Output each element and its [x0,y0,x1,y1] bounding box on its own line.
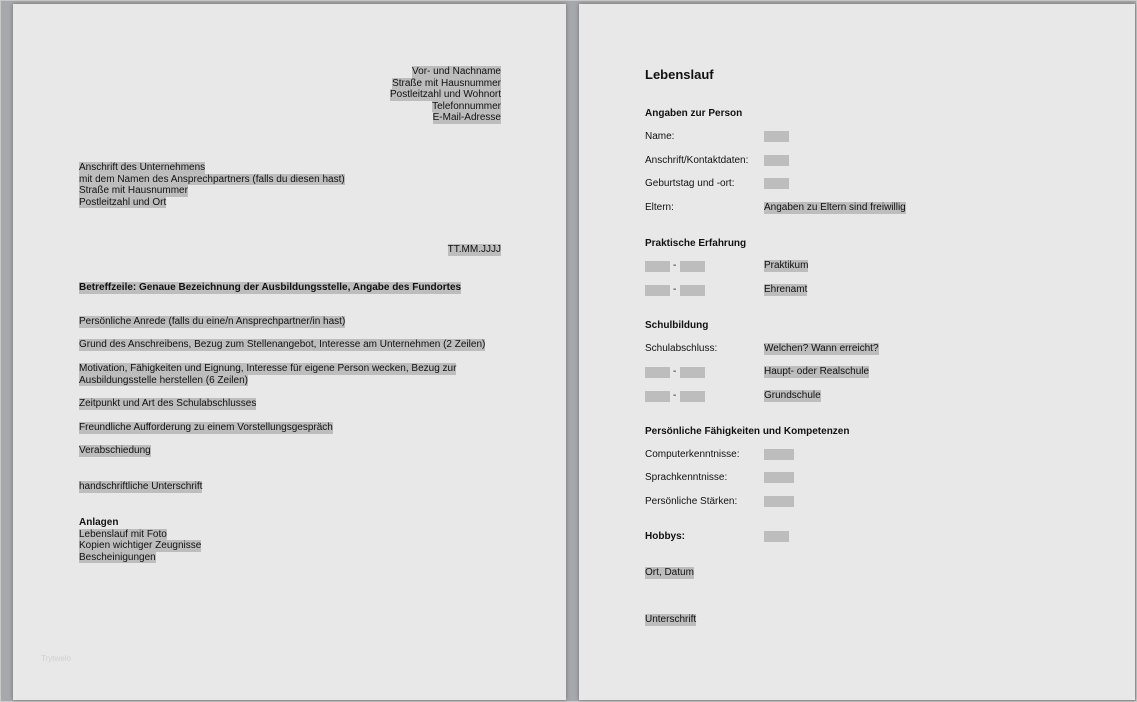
strengths-field[interactable] [764,496,794,507]
sender-block [390,66,501,124]
sender-street: Straße mit Hausnummer [392,77,501,89]
address-field[interactable] [764,155,789,166]
school-item-text: Grundschule [764,390,821,401]
parents-label: Eltern: [645,202,674,213]
intro-paragraph [79,339,485,351]
sender-phone: Telefonnummer [432,100,501,112]
school-to-field[interactable] [680,367,705,378]
attachment-item: Lebenslauf mit Foto [79,528,167,540]
birth-field[interactable] [764,178,789,189]
experience-heading: Praktische Erfahrung [645,238,747,249]
parents-value-text: Angaben zu Eltern sind freiwillig [764,202,906,213]
skills-heading: Persönliche Fähigkeiten und Kompetenzen [645,426,850,437]
experience-from-field[interactable] [645,261,670,272]
address-label: Anschrift/Kontaktdaten: [645,155,749,166]
watermark-text: Trytwelo [41,654,71,663]
recipient-company: Anschrift des Unternehmens [79,162,206,173]
closing [79,445,151,457]
date-dash: - [673,366,677,377]
school-from-field[interactable] [645,391,670,402]
motivation-paragraph [79,363,456,386]
school-item [764,390,821,402]
experience-item-text: Ehrenamt [764,284,808,295]
computer-field[interactable] [764,449,794,460]
experience-to-field[interactable] [680,285,705,296]
recipient-street: Straße mit Hausnummer [79,185,188,196]
date-dash: - [673,284,677,295]
degree-value [764,343,879,355]
experience-item [764,260,808,272]
personal-heading: Angaben zur Person [645,108,743,119]
motivation-text-1: Motivation, Fähigkeiten und Eignung, Interesse für eigene Person wecken, Bezug zur [79,363,457,374]
intro-text: Grund des Anschreibens, Bezug zum Stellenangebot, Interesse am Unternehmen (2 Zeilen) [79,339,486,350]
signature-text: handschriftliche Unterschrift [79,481,203,492]
hobbies-label: Hobbys: [645,531,685,542]
parents-value [764,202,906,214]
school-item [764,366,869,378]
salutation-text: Persönliche Anrede (falls du eine/n Ansprechpartner/in hast) [79,316,346,327]
motivation-text-2: Ausbildungsstelle herstellen (6 Zeilen) [79,374,248,386]
experience-from-field[interactable] [645,285,670,296]
signature-placeholder [79,481,202,493]
recipient-city: Postleitzahl und Ort [79,196,167,208]
date-text: TT.MM.JJJJ [447,244,501,255]
cv-signature [645,614,696,626]
recipient-block [79,162,345,208]
cover-letter-page [13,4,566,700]
computer-label: Computerkenntnisse: [645,449,740,460]
school-to-field[interactable] [680,391,705,402]
subject-text: Betreffzeile: Genaue Bezeichnung der Ausbildungsstelle, Angabe des Fundortes [79,282,462,293]
degree-value-text: Welchen? Wann erreicht? [764,343,879,354]
cv-signature-text: Unterschrift [645,614,697,625]
request-text: Freundliche Aufforderung zu einem Vorstellungsgespräch [79,422,333,433]
request-paragraph [79,422,333,434]
closing-text: Verabschiedung [79,445,151,456]
experience-item-text: Praktikum [764,260,809,271]
cv-title: Lebenslauf [645,67,714,82]
school-from-field[interactable] [645,367,670,378]
birth-label: Geburtstag und -ort: [645,178,735,189]
sender-email: E-Mail-Adresse [432,112,501,123]
salutation [79,316,345,328]
language-field[interactable] [764,472,794,483]
graduation-paragraph [79,398,256,410]
degree-label: Schulabschluss: [645,343,718,354]
recipient-contact: mit dem Namen des Ansprechpartners (falls du diesen hast) [79,173,345,185]
school-heading: Schulbildung [645,320,709,331]
experience-to-field[interactable] [680,261,705,272]
attachments-title: Anlagen [79,517,119,528]
school-item-text: Haupt- oder Realschule [764,366,870,377]
name-label: Name: [645,131,675,142]
strengths-label: Persönliche Stärken: [645,496,738,507]
hobbies-field[interactable] [764,531,789,542]
place-date-text: Ort, Datum [645,567,694,578]
cv-page [579,4,1135,700]
letter-date [448,244,501,256]
date-dash: - [673,390,677,401]
attachments-block [79,517,201,563]
name-field[interactable] [764,131,789,142]
attachment-item: Bescheinigungen [79,551,156,563]
graduation-text: Zeitpunkt und Art des Schulabschlusses [79,398,257,409]
language-label: Sprachkenntnisse: [645,472,728,483]
place-date [645,567,694,579]
experience-item [764,284,807,296]
sender-city: Postleitzahl und Wohnort [390,89,501,100]
attachment-item: Kopien wichtiger Zeugnisse [79,540,202,551]
sender-name: Vor- und Nachname [412,66,501,77]
date-dash: - [673,260,677,271]
subject-line [79,282,461,294]
